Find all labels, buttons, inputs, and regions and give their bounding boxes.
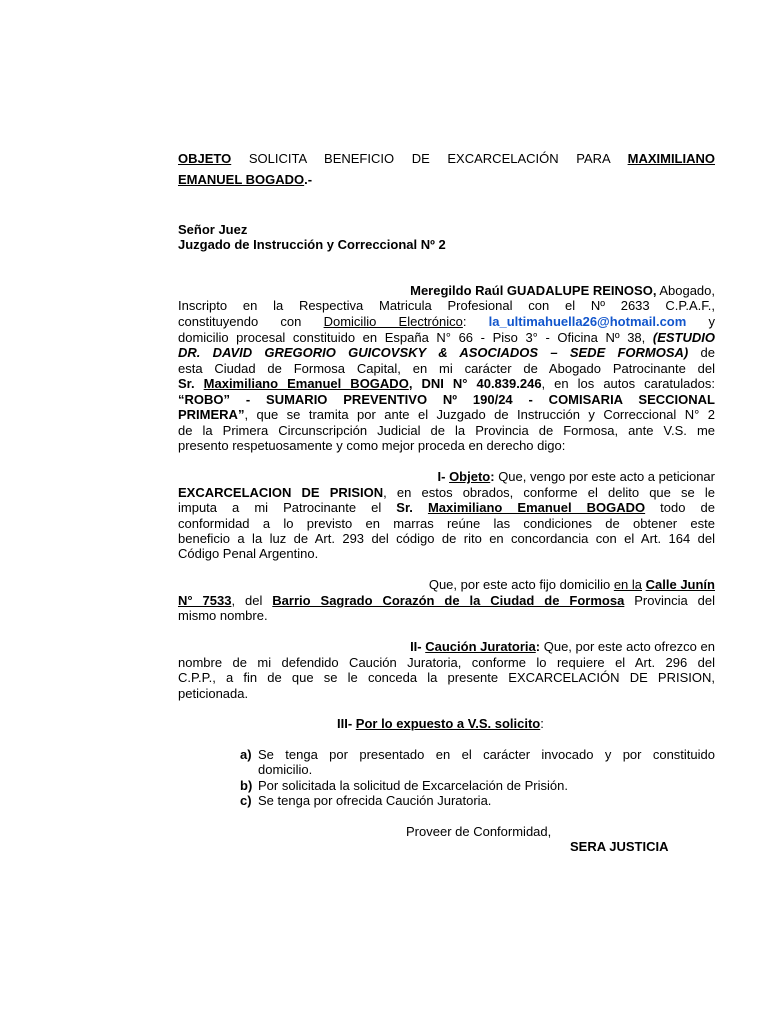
request-item-a-cont: domicilio.: [258, 762, 313, 777]
section1-line-2: EXCARCELACION DE PRISION, en estos obrados, conforme el delito que se le: [178, 485, 715, 500]
intro-line-3: constituyendo con Domicilio Electrónico: la_ultimahuella26@hotmail.com y: [178, 314, 715, 329]
intro-line-6: esta Ciudad de Formosa Capital, en mi carácter de Abogado Patrocinante del: [178, 361, 715, 376]
addressee-court: Juzgado de Instrucción y Correccional Nº 2: [178, 237, 446, 252]
closing-proveer: Proveer de Conformidad,: [406, 824, 552, 839]
request-item-c-label: c): [240, 793, 252, 808]
intro-line-10: de la Primera Circunscripción Judicial de la Provincia de Formosa, ante V.S. me: [178, 423, 715, 438]
addressee-judge: Señor Juez: [178, 222, 248, 237]
request-item-a: Se tenga por presentado en el carácter invocado y por constituido: [258, 747, 715, 762]
section3-heading: III- Por lo expuesto a V.S. solicito:: [337, 716, 544, 731]
objeto-label: OBJETO: [178, 151, 232, 166]
section2-line-4: peticionada.: [178, 686, 249, 701]
request-item-a-label: a): [240, 747, 252, 762]
intro-line-7: Sr. Maximiliano Emanuel BOGADO, DNI N° 40.839.246, en los autos caratulados:: [178, 376, 715, 391]
section2-line-3: C.P.P., a fin de que se le conceda la presente EXCARCELACIÓN DE PRISION,: [178, 670, 715, 685]
email-link[interactable]: la_ultimahuella26@hotmail.com: [488, 314, 687, 329]
domicilio-line-3: mismo nombre.: [178, 608, 268, 623]
objeto-line-1: OBJETO SOLICITA BENEFICIO DE EXCARCELACIÓN PARA MAXIMILIANO: [178, 151, 715, 166]
intro-line-4: domicilio procesal constituido en España N° 66 - Piso 3° - Oficina Nº 38, (ESTUDIO: [178, 330, 715, 345]
objeto-line-2: EMANUEL BOGADO.-: [178, 172, 313, 187]
section1-line-4: conformidad a lo previsto en marras reúne las condiciones de obtener este: [178, 516, 715, 531]
section1-title: Objeto: [449, 469, 491, 484]
section1-line-3: imputa a mi Patrocinante el Sr. Maximiliano Emanuel BOGADO todo de: [178, 500, 715, 515]
domicilio-line-1: Que, por este acto fijo domicilio en la Calle Junín: [428, 577, 715, 592]
section1-line-6: Código Penal Argentino.: [178, 546, 319, 561]
section3-title: Por lo expuesto a V.S. solicito: [355, 716, 541, 731]
section2-line-2: nombre de mi defendido Caución Juratoria, conforme lo requiere el Art. 296 del: [178, 655, 715, 670]
intro-line-1: Meregildo Raúl GUADALUPE REINOSO, Abogado,: [410, 283, 715, 298]
request-item-b: Por solicitada la solicitud de Excarcelación de Prisión.: [258, 778, 568, 793]
request-item-c: Se tenga por ofrecida Caución Juratoria.: [258, 793, 492, 808]
section2-title: Caución Juratoria: [425, 639, 536, 654]
section2-line-1: II- Caución Juratoria: Que, por este acto ofrezco en: [410, 639, 715, 654]
intro-line-2: Inscripto en la Respectiva Matricula Profesional con el Nº 2633 C.P.A.F.,: [178, 298, 715, 313]
closing-sera-justicia: SERA JUSTICIA: [570, 839, 669, 854]
request-item-b-label: b): [240, 778, 253, 793]
intro-line-5: DR. DAVID GREGORIO GUICOVSKY & ASOCIADOS – SEDE FORMOSA) de: [178, 345, 716, 360]
domicilio-line-2: N° 7533, del Barrio Sagrado Corazón de la Ciudad de Formosa Provincia del: [178, 593, 716, 608]
section1-line-1: I- Objeto: Que, vengo por este acto a peticionar: [437, 469, 715, 484]
intro-line-11: presento respetuosamente y como mejor proceda en derecho digo:: [178, 438, 566, 453]
intro-line-8: “ROBO” - SUMARIO PREVENTIVO Nº 190/24 - COMISARIA SECCIONAL: [178, 392, 715, 407]
intro-line-9: PRIMERA”, que se tramita por ante el Juzgado de Instrucción y Correccional N° 2: [178, 407, 715, 422]
section1-line-5: beneficio a la luz de Art. 293 del código de rito en concordancia con el Art. 164 del: [178, 531, 715, 546]
